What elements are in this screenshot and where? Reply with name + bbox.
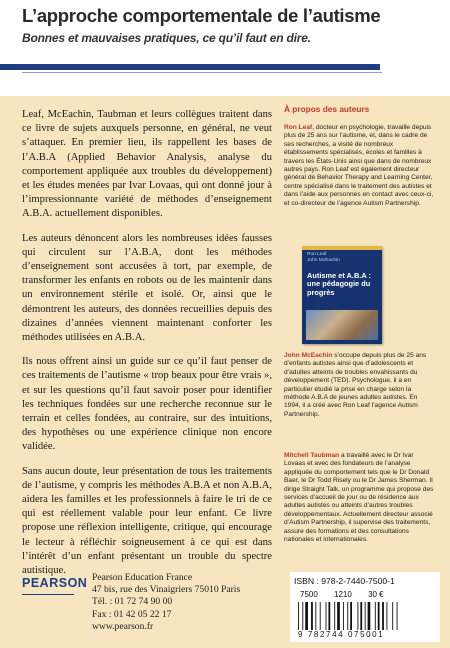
paragraph-1: Leaf, McEachin, Taubman et leurs collègues traitent dans ce livre de sujets auxquels personne, en général, ne veut s’attaquer. En premier lieu, ils rappellent les bases de l’A.B.A (Applied Behavior Analysis, analyse du comportement appliquée aux troubles du développement) et les études menées par Ivar Lovaas, qui ont donné jour à l’impressionnante variété de méthodes d’enseignement A.B.A. actuellement disponibles. — [22, 109, 272, 220]
header-rule — [0, 64, 380, 70]
author-block — [284, 452, 434, 544]
paragraph-3: Ils nous offrent ainsi un guide sur ce qu’il faut penser de ces traitements de l’autisme « trop beaux pour être vrais », et sur les questions qu’il faut savoir poser pour identifier les techniques fondées sur une recherche reconnue sur le terrain et celles fondées, au contraire, sur des intuitions, des hypothèses ou une expérience clinique non encore validée. — [22, 356, 272, 453]
author-bio: s’occupe depuis plus de 25 ans d’enfants autistes ainsi que d’adolescents et d’adultes atteints de troubles envahissants du développement (TED). Psychologue, il a en particulier étudié la prise en charge selon la méthode A.B.A de jeunes adultes autistes. En 1994, il a créé avec Ron Leaf l’agence Autism Partnership. — [284, 352, 427, 418]
price: 30 € — [368, 590, 384, 599]
pearson-logo: PEARSON — [22, 576, 88, 590]
publisher-name: Pearson Education France — [92, 572, 193, 583]
author-mitchell-taubman — [284, 452, 434, 544]
barcode-box — [290, 572, 440, 642]
code-1: 7500 — [300, 590, 318, 599]
publisher-address: 47 bis, rue des Vinaigriers 75010 Paris — [92, 584, 241, 596]
paragraph-4: Sans aucun doute, leur présentation de tous les traitements de l’autisme, y compris les méthodes A.B.A et non A.B.A, aidera les familles et les professionnels à faire le tri de ce qui est réellement valable pour leur enfant. Ce livre propose une réflexion intelligente, critique, qui encourage le lecteur à réfléchir soigneusement à ce qui est dans l’intérêt d’un enfant présentant un trouble du spectre autistique. — [22, 465, 272, 577]
author-block — [284, 352, 434, 419]
price-codes — [300, 590, 430, 599]
author-bio: , docteur en psychologie, travaille depuis plus de 25 ans sur l’autisme, et, dans le cadre de ses recherches, a visité de nombreux établissements spécialisés, écoles et familles à travers les États-Unis ainsi que dans de nombreux autres pays. Ron Leaf est également directeur général de Behavior Therapy and Learning Center, centre spécialisé dans le traitement des autistes et dans l’aide aux personnes en contact avec ceux-ci, et co-directeur de l’agence Autism Partnership. — [284, 124, 434, 207]
book-title: L’approche comportementale de l’autisme — [22, 5, 381, 26]
barcode-bars — [298, 602, 432, 630]
isbn: ISBN : 978-2-7440-7500-1 — [294, 576, 395, 586]
author-bio: a travaillé avec le Dr Ivar Lovaas et avec des fondateurs de l’analyse appliquée du comportement tels que le Dr Donald Baer, le Dr Todd Risely ou le Dr James Sherman. Il dirige Straight Talk, un programme qui propose des services d’accueil de jour ou de résidence aux adultes autistes ou atteints d’autres troubles développementaux. Actuellement directeur associé d’Autism Partnership, il supervise des traitements, assure des formations et des consultations nationales et internationales. — [284, 452, 434, 544]
author-john-mceachin — [284, 352, 434, 419]
publisher-info — [92, 572, 292, 633]
about-authors-title: À propos des auteurs — [284, 104, 370, 114]
author-name: Mitchell Taubman — [284, 452, 340, 459]
cover-authors: Ron Leaf John McEachin — [307, 252, 340, 263]
barcode-number: 9 782744 075001 — [298, 630, 385, 639]
header-rule-thin — [22, 72, 382, 73]
cover-photo — [306, 310, 378, 340]
book-subtitle: Bonnes et mauvaises pratiques, ce qu’il faut en dire. — [22, 31, 311, 45]
author-ron-leaf — [284, 124, 434, 208]
logo-rule — [22, 594, 74, 595]
publisher-website: www.pearson.fr — [92, 620, 154, 632]
book-cover-thumbnail — [302, 246, 382, 344]
back-cover-text — [22, 108, 272, 588]
paragraph-2: Les auteurs dénoncent alors les nombreuses idées fausses qui circulent sur l’A.B.A, dont les méthodes d’enseignement sont accusées à tort, par exemple, de transformer les enfants en robots ou de les maintenir dans un environnement stérile et isolé. Or, ainsi que le démontrent les auteurs, des données recueillies depuis des dizaines d’années viennent maintenant conforter les méthodes utilisées en A.B.A. — [22, 232, 272, 344]
code-2: 1210 — [334, 590, 352, 599]
publisher-phone: Tél. : 01 72 74 90 00 — [92, 596, 173, 608]
publisher-fax: Fax : 01 42 05 22 17 — [92, 608, 172, 620]
author-name: John McEachin — [284, 352, 333, 359]
about-authors — [284, 104, 434, 208]
cover-stripe — [302, 246, 382, 250]
author-name: Ron Leaf — [284, 124, 313, 131]
cover-title: Autisme et A.B.A : une pédagogie du progrès — [307, 271, 371, 297]
